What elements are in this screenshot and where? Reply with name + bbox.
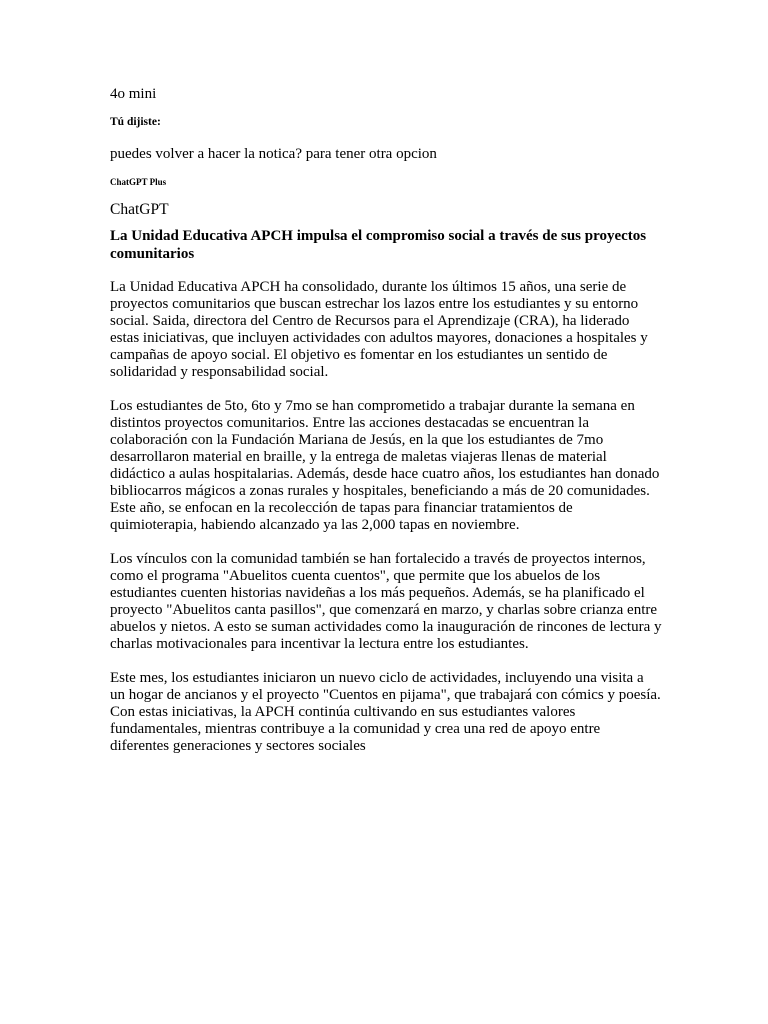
- assistant-name: ChatGPT: [110, 201, 169, 218]
- article-paragraph-4: Este mes, los estudiantes iniciaron un nuevo ciclo de actividades, incluyendo una visita a un hogar de ancianos y el proyecto "Cuentos en pijama", que trabajará con cómics y poesía. Con estas iniciativas, la APCH continúa cultivando en sus estudiantes valores fundamentales, mientras contribuye a la comunidad y crea una red de apoyo entre diferentes generaciones y sectores sociales: [110, 670, 661, 754]
- model-label: 4o mini: [110, 86, 157, 102]
- user-message-label: Tú dijiste:: [110, 116, 161, 128]
- user-prompt-text: puedes volver a hacer la notica? para tener otra opcion: [110, 146, 437, 162]
- article-paragraph-2: Los estudiantes de 5to, 6to y 7mo se han comprometido a trabajar durante la semana en distintos proyectos comunitarios. Entre las acciones destacadas se encuentran la colaboración con la Fundación Mariana de Jesús, en la que los estudiantes de 7mo desarrollaron material en braille, y la entrega de maletas viajeras llenas de material didáctico a aulas hospitalarias. Además, desde hace cuatro años, los estudiantes han donado bibliocarros mágicos a zonas rurales y hospitales, beneficiando a más de 20 comunidades. Este año, se enfocan en la recolección de tapas para financiar tratamientos de quimioterapia, habiendo alcanzado ya las 2,000 tapas en noviembre.: [110, 398, 660, 533]
- article-paragraph-1: La Unidad Educativa APCH ha consolidado, durante los últimos 15 años, una serie de proyectos comunitarios que buscan estrechar los lazos entre los estudiantes y su entorno social. Saida, directora del Centro de Recursos para el Aprendizaje (CRA), ha liderado estas iniciativas, que incluyen actividades con adultos mayores, donaciones a hospitales y campañas de apoyo social. El objetivo es fomentar en los estudiantes un sentido de solidaridad y responsabilidad social.: [110, 279, 648, 380]
- article-paragraph-3: Los vínculos con la comunidad también se han fortalecido a través de proyectos internos, como el programa "Abuelitos cuenta cuentos", que permite que los abuelos de los estudiantes cuenten historias navideñas a los más pequeños. Además, se ha planificado el proyecto "Abuelitos canta pasillos", que comenzará en marzo, y charlas sobre crianza entre abuelos y nietos. A esto se suman actividades como la inauguración de rincones de lectura y charlas motivacionales para incentivar la lectura entre los estudiantes.: [110, 551, 662, 652]
- document-page: [110, 84, 662, 772]
- assistant-plan-label: ChatGPT Plus: [110, 177, 167, 187]
- article-headline: La Unidad Educativa APCH impulsa el compromiso social a través de sus proyectos comunitarios: [110, 228, 647, 262]
